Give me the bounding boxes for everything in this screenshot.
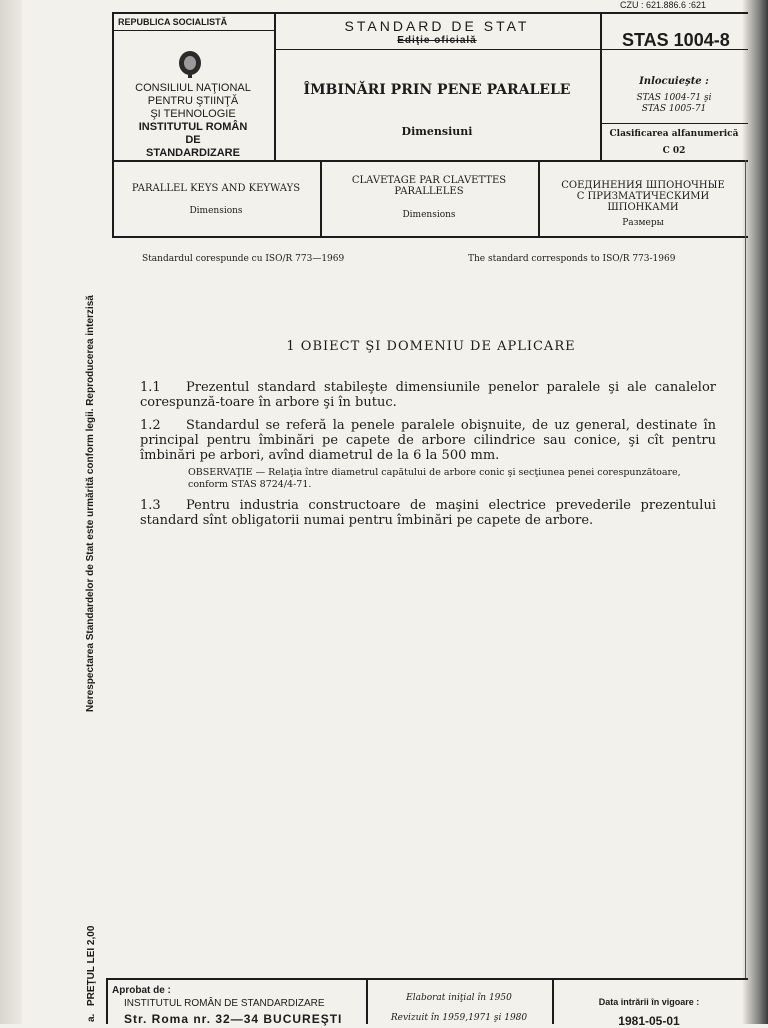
russian-subtitle: Размеры <box>622 218 664 228</box>
price-label: PREŢUL LEI 2,00 <box>86 925 97 1006</box>
paragraph-2-number: 1.2 <box>140 418 161 433</box>
russian-title <box>540 180 746 213</box>
paragraph-1-number: 1.1 <box>140 380 161 395</box>
footer-top-border <box>106 978 748 980</box>
header-bottom-border <box>112 160 748 162</box>
header-divider-2 <box>600 12 602 162</box>
republic-underline <box>112 30 274 31</box>
iso-note-english: The standard corresponds to ISO/R 773-1969 <box>468 254 676 264</box>
czu-code: CZU : 621.886.6 :621 <box>620 0 707 10</box>
emblem-icon <box>178 50 202 78</box>
council-line-3: ŞI TEHNOLOGIE <box>150 108 236 120</box>
approved-by: INSTITUTUL ROMÂN DE STANDARDIZARE <box>124 998 325 1009</box>
replaces-list <box>602 93 746 115</box>
replace-divider <box>600 123 748 124</box>
revised-years: Revizuit în 1959,1971 şi 1980 <box>390 1013 528 1023</box>
translation-bottom-border <box>112 236 748 238</box>
paragraph-1 <box>140 380 716 410</box>
council-line-2: PENTRU ŞTIINŢĂ <box>147 95 239 107</box>
header-top-border <box>112 12 748 14</box>
paragraph-3-number: 1.3 <box>140 498 161 513</box>
observation-note: OBSERVAŢIE — Relaţia între diametrul capătului de arbore conic şi secţiunea penei corespunzătoare, conform STAS 8724/4-71. <box>188 467 681 490</box>
french-subtitle: Dimensions <box>402 210 456 220</box>
english-subtitle: Dimensions <box>189 206 243 216</box>
paragraph-3-text: Pentru industria constructoare de maşini electrice prevederile prezentului standard sînt obligatorii numai pentru îmbinări pe capete de arbore. <box>140 498 716 528</box>
russian-title-line-2: С ПРИЗМАТИЧЕСКИМИ <box>576 191 710 202</box>
price-prefix: a. <box>86 1013 97 1022</box>
russian-title-line-3: ШПОНКАМИ <box>607 202 679 213</box>
french-title-line-2: PARALLELES <box>394 186 464 197</box>
paragraph-2-text: Standardul se referă la penele paralele obişnuite, de uz general, destinate în principal pentru îmbinări pe capete de arbore cilindrice sau conice, şi cît pentru îmbinări pe arbori, avînd diametrul de la 6 la 500 mm. <box>140 418 716 463</box>
in-force-date: 1981-05-01 <box>618 1014 680 1028</box>
replaces-item-1: STAS 1004-71 şi <box>636 93 712 103</box>
french-title-line-1: CLAVETAGE PAR CLAVETTES <box>351 175 507 186</box>
paragraph-3 <box>140 498 716 528</box>
address: Str. Roma nr. 32—34 BUCUREŞTI <box>124 1012 343 1026</box>
council-line-6: STANDARDIZARE <box>146 147 240 159</box>
paragraph-2 <box>140 418 716 463</box>
classification-value: C 02 <box>662 146 686 156</box>
french-title <box>322 175 536 197</box>
right-margin-line <box>745 160 746 980</box>
english-title: PARALLEL KEYS AND KEYWAYS <box>131 183 301 194</box>
main-subtitle: Dimensiuni <box>401 125 473 138</box>
standard-title: STANDARD DE STAT <box>344 18 530 34</box>
section-title: 1 OBIECT ŞI DOMENIU DE APLICARE <box>286 339 576 354</box>
replaces-label: Inlocuieşte : <box>639 76 709 87</box>
republic-label: REPUBLICA SOCIALISTĂ <box>118 17 228 27</box>
council-block <box>114 82 272 160</box>
paragraph-1-text: Prezentul standard stabileşte dimensiunile penelor paralele şi ale canalelor corespunză-toare în arbore şi în butuc. <box>140 380 716 410</box>
in-force-label: Data intrării în vigoare : <box>598 997 700 1007</box>
approved-label: Aprobat de : <box>112 985 171 996</box>
council-line-5: DE <box>185 134 201 146</box>
edition-label: Ediţie oficială <box>397 35 477 46</box>
classification-label: Clasificarea alfanumerică <box>609 129 739 139</box>
footer-left-border <box>106 978 108 1024</box>
stas-number: STAS 1004-8 <box>622 30 730 50</box>
elaborated-initially: Elaborat iniţial în 1950 <box>406 993 512 1003</box>
translation-divider-1 <box>320 162 322 236</box>
iso-note-romanian: Standardul corespunde cu ISO/R 773—1969 <box>142 254 345 264</box>
replaces-item-2: STAS 1005-71 <box>641 104 707 114</box>
council-line-4: INSTITUTUL ROMÂN <box>138 121 248 133</box>
council-line-1: CONSILIUL NAŢIONAL <box>135 82 251 94</box>
left-page-edge <box>0 0 22 1024</box>
main-title: ÎMBINĂRI PRIN PENE PARALELE <box>303 82 571 98</box>
russian-title-line-1: СОЕДИНЕНИЯ ШПОНОЧНЫЕ <box>561 180 725 191</box>
side-legal-notice: Nerespectarea Standardelor de Stat este urmărită conform legii. Reproducerea interzisă <box>85 295 96 712</box>
